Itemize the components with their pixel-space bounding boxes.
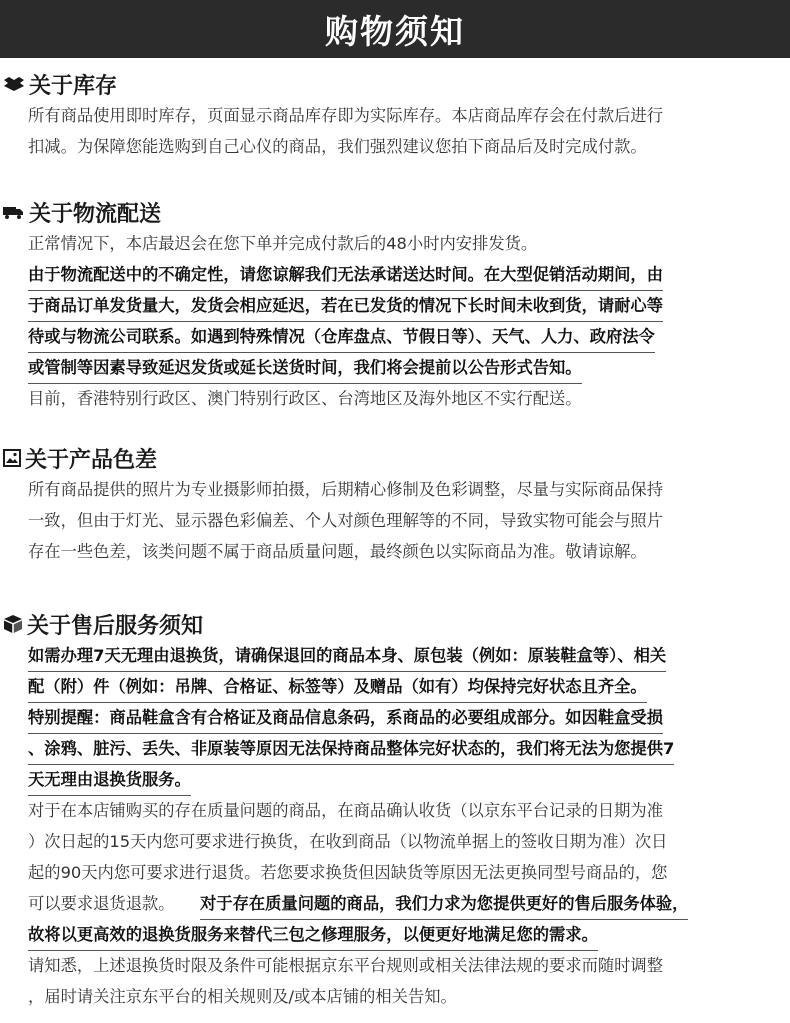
section-shipping-heading bbox=[3, 197, 161, 227]
text-line: 目前，香港特别行政区、澳门特别行政区、台湾地区及海外地区不实行配送。 bbox=[28, 389, 582, 408]
highlight-line: 或管制等因素导致延迟发货或延长送货时间，我们将会提前以公告形式告知。 bbox=[28, 352, 582, 384]
text-line: 对于在本店铺购买的存在质量问题的商品，在商品确认收货（以京东平台记录的日期为准 bbox=[28, 801, 663, 820]
text-line: 扣减。为保障您能选购到自己心仪的商品，我们强烈建议您拍下商品后及时完成付款。 bbox=[28, 137, 647, 156]
section-color-heading bbox=[3, 443, 157, 473]
section-shipping-title: 关于物流配送 bbox=[29, 201, 162, 227]
section-stock-title: 关于库存 bbox=[29, 73, 118, 99]
highlight-line: 由于物流配送中的不确定性，请您谅解我们无法承诺送达时间。在大型促销活动期间，由 bbox=[28, 259, 663, 291]
text-line: 起的90天内您可要求进行退货。若您要求换货但因缺货等原因无法更换同型号商品的，您 bbox=[28, 863, 668, 882]
text-line: 存在一些色差，该类问题不属于商品质量问题，最终颜色以实际商品为准。敬请谅解。 bbox=[28, 542, 647, 561]
section-color-title: 关于产品色差 bbox=[25, 447, 158, 473]
highlight-line: 、涂鸦、脏污、丢失、非原装等原因无法保持商品整体完好状态的，我们将无法为您提供7 bbox=[28, 733, 674, 765]
text-line: 所有商品提供的照片为专业摄影师拍摄，后期精心修制及色彩调整，尽量与实际商品保持 bbox=[28, 480, 663, 499]
text-line: 请知悉，上述退换货时限及条件可能根据京东平台规则或相关法律法规的要求而随时调整 bbox=[28, 956, 663, 975]
truck-icon bbox=[3, 204, 25, 220]
highlight-line: 对于存在质量问题的商品，我们力求为您提供更好的售后服务体验， bbox=[200, 888, 688, 920]
page-title-banner bbox=[0, 0, 790, 58]
image-icon bbox=[3, 449, 21, 467]
page-title: 购物须知 bbox=[325, 11, 465, 51]
highlight-line: 于商品订单发货量大，发货会相应延迟，若在已发货的情况下长时间未收到货，请耐心等 bbox=[28, 290, 663, 322]
highlight-line: 故将以更高效的退换货服务来替代三包之修理服务，以便更好地满足您的需求。 bbox=[28, 919, 598, 951]
highlight-line: 配（附）件（例如：吊牌、合格证、标签等）及赠品（如有）均保持完好状态且齐全。 bbox=[28, 671, 647, 703]
text-line: 一致，但由于灯光、显示器色彩偏差、个人对颜色理解等的不同，导致实物可能会与照片 bbox=[28, 511, 663, 530]
section-after-sales-title: 关于售后服务须知 bbox=[27, 613, 204, 639]
text-line: 可以要求退货退款。 bbox=[28, 894, 175, 913]
highlight-line: 待或与物流公司联系。如遇到特殊情况（仓库盘点、节假日等）、天气、人力、政府法令 bbox=[28, 321, 655, 353]
highlight-line: 如需办理7天无理由退换货，请确保退回的商品本身、原包装（例如：原装鞋盒等）、相关 bbox=[28, 640, 666, 672]
text-line: ）次日起的15天内您可要求进行换货，在收到商品（以物流单据上的签收日期为准）次日 bbox=[28, 832, 668, 851]
open-box-icon bbox=[3, 76, 25, 92]
highlight-line: 天无理由退换货服务。 bbox=[28, 764, 191, 796]
text-line: ，届时请关注京东平台的相关规则及/或本店铺的相关告知。 bbox=[28, 987, 457, 1006]
text-line: 所有商品使用即时库存，页面显示商品库存即为实际库存。本店商品库存会在付款后进行 bbox=[28, 106, 663, 125]
highlight-line: 特别提醒：商品鞋盒含有合格证及商品信息条码，系商品的必要组成部分。如因鞋盒受损 bbox=[28, 702, 663, 734]
package-icon bbox=[3, 614, 23, 634]
section-after-sales-heading bbox=[3, 609, 203, 639]
text-line: 正常情况下，本店最迟会在您下单并完成付款后的48小时内安排发货。 bbox=[28, 234, 538, 253]
section-stock-heading bbox=[3, 69, 117, 99]
